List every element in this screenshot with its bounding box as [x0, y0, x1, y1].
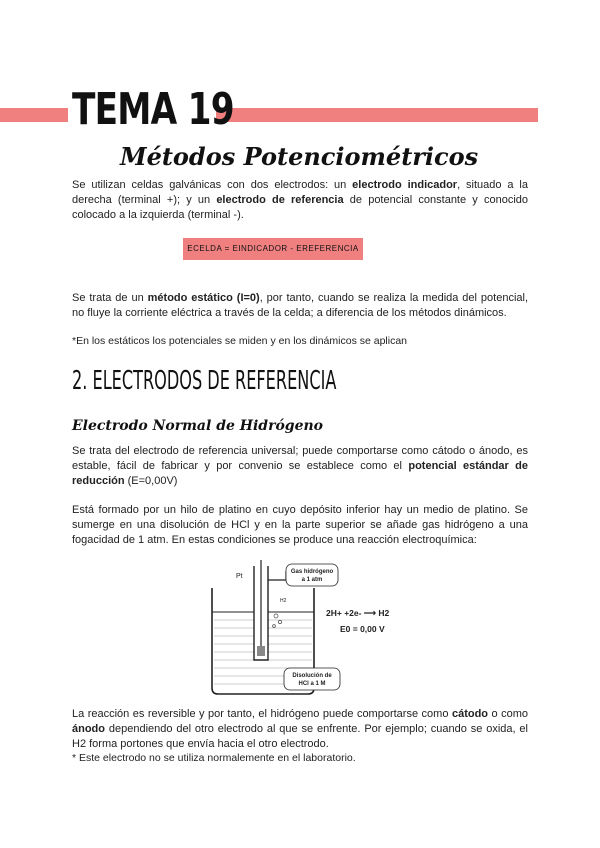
solution-label-line1: Disolución de [292, 673, 332, 679]
static-dynamic-note: *En los estáticos los potenciales se miden y en los dinámicos se aplican [72, 335, 408, 347]
lab-usage-note: * Este electrodo no se utiliza normalemente en el laboratorio. [72, 752, 356, 764]
reaction-equation: 2H+ +2e- ⟶ H2 [326, 608, 390, 618]
hydrogen-electrode-paragraph: Se trata del electrodo de referencia universal; puede comportarse como cátodo o ánodo, es estable, fácil de fabricar y por convenio se establece como el potencial estándar de reducción (E=0,00V) [72, 445, 528, 487]
gas-label-line2: a 1 atm [301, 577, 323, 583]
reversibility-paragraph: La reacción es reversible y por tanto, el hidrógeno puede comportarse como cátodo o como ánodo dependiendo del otro electrodo al que se enfrente. Por ejemplo; cuando se oxida, el H2 forma portones que envía hacia el otro electrodo. [72, 708, 528, 750]
title-bar-left [0, 108, 68, 122]
gas-label-line1: Gas hidrógeno [290, 569, 334, 575]
construction-paragraph: Está formado por un hilo de platino en cuyo depósito inferior hay un medio de platino. Se sumerge en una disolución de HCl y en la parte superior se añade gas hidrógeno a una fogacidad de 1 atm. En estas condiciones se produce una reacción electroquímica: [72, 504, 528, 546]
static-method-paragraph: Se trata de un método estático (I=0), por tanto, cuando se realiza la medida del potencial, no fluye la corriente eléctrica a través de la celda; a diferencia de los métodos dinámicos. [72, 292, 529, 319]
section-heading: 2. ELECTRODOS DE REFERENCIA [72, 366, 337, 396]
platinum-plate [257, 646, 265, 656]
cell-potential-formula: ECELDA = EINDICADOR - EREFERENCIA [183, 238, 363, 260]
hydrogen-electrode-diagram [200, 560, 420, 700]
page-title: TEMA 19 [72, 84, 234, 135]
pt-label: Pt [236, 573, 243, 580]
page-subtitle: Métodos Potenciométricos [120, 142, 479, 171]
subsection-heading: Electrodo Normal de Hidrógeno [72, 418, 324, 434]
standard-potential: E0 = 0,00 V [340, 624, 385, 634]
h2-label: H2 [280, 598, 287, 604]
title-bar-right [216, 108, 538, 122]
intro-paragraph: Se utilizan celdas galvánicas con dos electrodos: un electrodo indicador, situado a la derecha (terminal +); y un electrodo de referencia de potencial constante y conocido colocado a la izquierda (terminal -). [72, 179, 528, 221]
solution-label-line2: HCl a 1 M [298, 681, 326, 687]
